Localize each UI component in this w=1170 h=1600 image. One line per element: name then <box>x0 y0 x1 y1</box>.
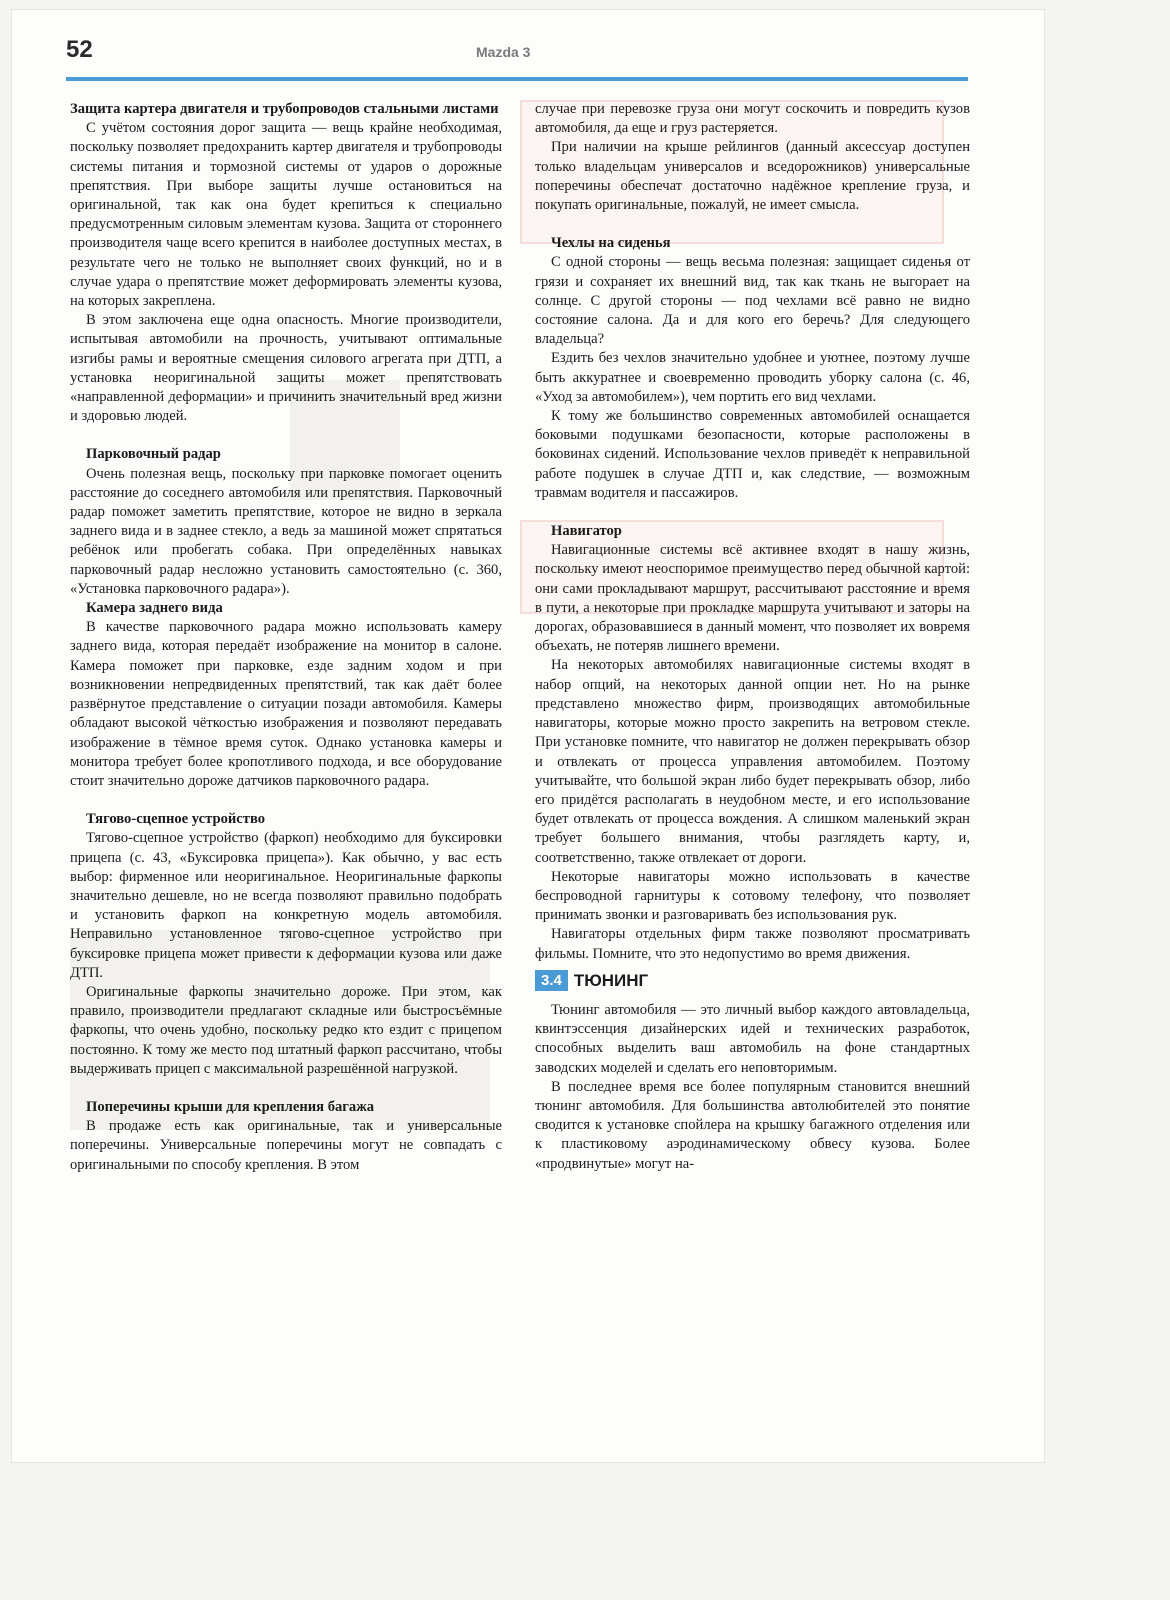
page-number: 52 <box>66 36 93 63</box>
heading-navigator: Навигатор <box>551 523 622 540</box>
section-number: 3.4 <box>535 970 568 991</box>
paragraph: Ездить без чехлов значительно удобнее и уютнее, поэтому лучше быть аккуратнее и своевременно проводить уборку салона (с. 46, «Уход за автомобилем»), чем портить его вид чехлами. <box>535 350 970 405</box>
page-header <box>66 36 966 76</box>
header-rule <box>66 77 968 81</box>
heading-parking-radar: Парковочный радар <box>86 446 221 463</box>
paragraph: Навигационные системы всё активнее входят в нашу жизнь, поскольку имеют неоспоримое преимущество перед обычной картой: они сами прокладывают маршрут, рассчитывают расстояние и время в пути, а некоторые при прокладке маршрута учитывают и заторы на дорогах, образовавшиеся в данный момент, что позволяет их вовремя объехать, не потеряв лишнего времени. <box>535 542 970 655</box>
paragraph: С одной стороны — вещь весьма полезная: защищает сиденья от грязи и сохраняет их внешний вид, так как ткань не выгорает на солнце. С другой стороны — под чехлами всё равно не видно состояние салона. Да и для кого его беречь? Для следующего владельца? <box>535 254 970 348</box>
heading-towbar: Тягово-сцепное устройство <box>86 811 266 828</box>
paragraph: В продаже есть как оригинальные, так и универсальные поперечины. Универсальные поперечины могут не совпадать с оригинальными по способу крепления. В этом <box>70 1118 502 1173</box>
paragraph: Некоторые навигаторы можно использовать в качестве беспроводной гарнитуры к сотовому телефону, что позволяет принимать звонки и разговаривать без использования рук. <box>535 868 970 924</box>
paragraph: К тому же большинство современных автомобилей оснащается боковыми подушками безопасности, которые расположены в боковинах сидений. Использование чехлов приведёт к неправильной работе подушек в случае ДТП и, как следствие, — возможным травмам водителя и пассажиров. <box>535 408 970 501</box>
paragraph: С учётом состояния дорог защита — вещь крайне необходимая, поскольку позволяет предохранить картер двигателя и трубопроводы системы питания и тормозной системы от ударов о дорожные препятствия. При выборе защиты лучше остановиться на оригинальной, так как она будет крепиться к специально предусмотренным силовым элементам кузова. Защита от стороннего производителя чаще всего крепится в наиболее доступных местах, в результате чего не только не выполняет своих функций, но и в случае удара о препятствие может деформировать элементы кузова, на которых закреплена. <box>70 120 502 310</box>
paragraph: Очень полезная вещь, поскольку при парковке помогает оценить расстояние до соседнего автомобиля или препятствия. Парковочный радар поможет заметить препятствие, которое не видно в зеркала заднего вида и в заднее стекло, а ведь за машиной может спрятаться ребёнок или пробегать собака. При определённых навыках парковочный радар несложно установить самостоятельно (с. 360, «Установка парковочного радара»). <box>70 465 502 597</box>
heading-roof-bars: Поперечины крыши для крепления багажа <box>86 1098 375 1115</box>
paragraph: В качестве парковочного радара можно использовать камеру заднего вида, которая передаёт изображение на монитор в салоне. Камера поможет при парковке, езде задним ходом и при возникновении непредвиденных препятствий, так как даёт более развёрнутое представление о ситуации позади автомобиля. Камеры обладают высокой чёткостью изображения и позволяют передавать изображение в тёмное время суток. Однако установка камеры и монитора требует более кропотливого подхода, и все оборудование стоит значительно дороже датчиков парковочного радара. <box>70 619 502 789</box>
heading-rear-camera: Камера заднего вида <box>86 600 223 617</box>
paragraph: Тюнинг автомобиля — это личный выбор каждого автовладельца, квинтэссенция дизайнерских идей и технических разработок, способных выделить ваш автомобиль на фоне стандартных заводских моделей и сделать его неповторимым. <box>535 1001 970 1076</box>
paragraph: В этом заключена еще одна опасность. Многие производители, испытывая автомобили на прочность, учитывают оптимальные изгибы рамы и вероятные смещения силового агрегата при ДТП, а установка неоригинальной защиты может препятствовать «направленной деформации» и причинить значительный вред жизни и здоровью людей. <box>70 312 502 425</box>
section-title: ТЮНИНГ <box>573 970 649 990</box>
left-column <box>70 100 502 1175</box>
paragraph: случае при перевозке груза они могут соскочить и повредить кузов автомобиля, да еще и груз растеряется. <box>535 101 970 137</box>
heading-seat-covers: Чехлы на сиденья <box>551 235 671 252</box>
paragraph: Оригинальные фаркопы значительно дороже. При этом, как правило, производители предлагают складные или быстросъёмные фаркопы, что очень удобно, поскольку редко кто ездит с прицепом постоянно. К тому же место под штатный фаркоп рассчитано, чтобы выдерживать прицеп с максимальной разрешённой нагрузкой. <box>70 983 502 1077</box>
heading-engine-protection: Защита картера двигателя и трубопроводов стальными листами <box>70 101 499 117</box>
paragraph: На некоторых автомобилях навигационные системы входят в набор опций, на некоторых данной опции нет. Но на рынке представлено множество фирм, производящих автомобильные навигаторы, которые можно просто закрепить на ветровом стекле. При установке помните, что навигатор не должен перекрывать обзор и отвлекать от процесса управления автомобилем. Поэтому учитывайте, что большой экран либо будет перекрывать обзор, либо его придётся располагать в неудобном месте, и его использование будет отвлекать от процесса вождения. А слишком маленький экран требует большего внимания, чтобы разглядеть карту, и, соответственно, также отвлекает от дороги. <box>535 657 970 866</box>
section-heading <box>535 970 970 991</box>
right-column <box>535 100 970 1174</box>
running-title: Mazda 3 <box>476 44 531 60</box>
paragraph: Навигаторы отдельных фирм также позволяют просматривать фильмы. Помните, что это недопустимо во время движения. <box>535 926 970 962</box>
paragraph: В последнее время все более популярным становится внешний тюнинг автомобиля. Для большинства автолюбителей это понятие сводится к установке спойлера на крышку багажного отделения или к пластиковому аэродинамическому обвесу кузова. Более «продвинутые» могут на- <box>535 1078 970 1172</box>
paragraph: Тягово-сцепное устройство (фаркоп) необходимо для буксировки прицепа (с. 43, «Буксировка прицепа»). Как обычно, у вас есть выбор: фирменное или неоригинальное. Неоригинальные фаркопы значительно дешевле, но не всегда позволяют правильно подобрать и установить фаркоп на конкретную модель автомобиля. Неправильно установленное тягово-сцепное устройство при буксировке прицепа может привести к деформации кузова или даже ДТП. <box>70 830 502 981</box>
paragraph: При наличии на крыше рейлингов (данный аксессуар доступен только владельцам универсалов и вседорожников) универсальные поперечины обеспечат достаточно надёжное крепление груза, и покупать оригинальные, пожалуй, не имеет смысла. <box>535 139 970 214</box>
